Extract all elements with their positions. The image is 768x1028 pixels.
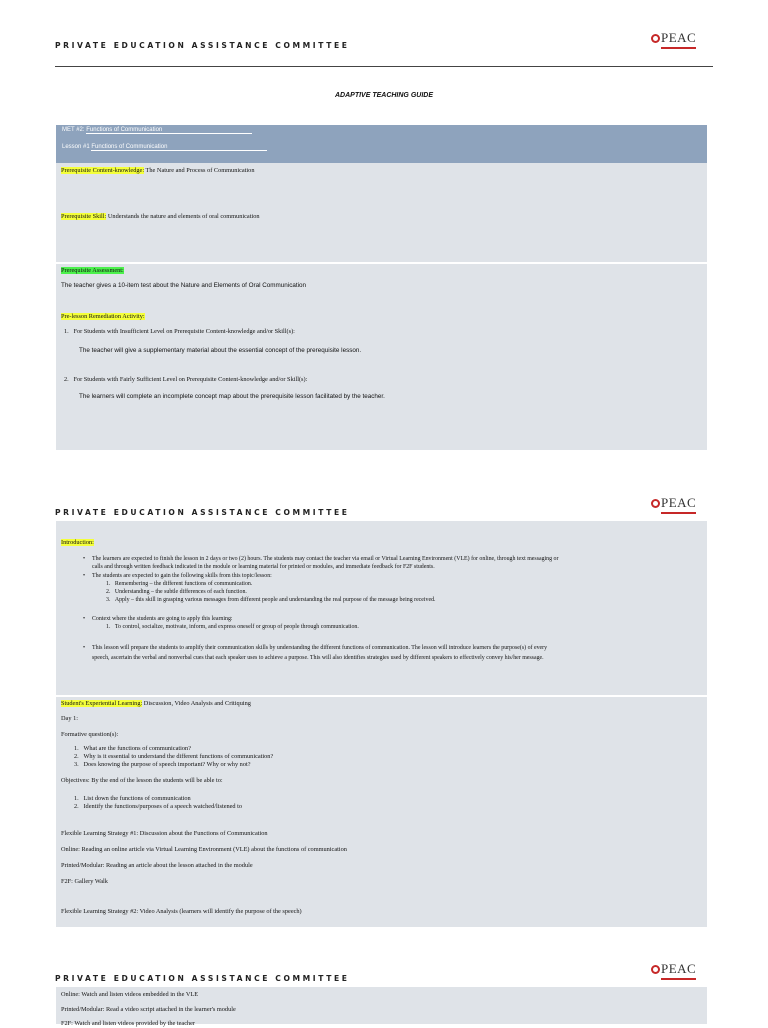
prereq-skill-value: Understands the nature and elements of oral communication	[106, 213, 260, 220]
question-2: 2. Why is it essential to understand the different functions of communication?	[74, 753, 274, 760]
document-title: ADAPTIVE TEACHING GUIDE	[334, 92, 433, 99]
introduction-heading	[61, 539, 94, 547]
prereq-content	[61, 167, 254, 175]
prereq-skill-label: Prerequisite Skill:	[61, 213, 107, 220]
skill-text: Understanding – the subtle differences of each function.	[114, 589, 247, 595]
met-lesson-band	[56, 125, 707, 163]
header-rule	[55, 66, 713, 67]
intro-bullet-1: • The learners are expected to finish the lesson in 2 days or two (2) hours. The students may contact the teacher via email or Virtual Learning Environment (VLE) for online, through text messaging or	[92, 555, 558, 563]
introduction-panel	[56, 521, 707, 695]
remediation-item-2-title	[64, 376, 307, 384]
question-text: Does knowing the purpose of speech important? Why or why not?	[83, 761, 251, 768]
item-title: For Students with Fairly Sufficient Level on Prerequisite Content-knowledge and/or Skill(s):	[73, 376, 308, 383]
prereq-skill	[61, 213, 260, 221]
strategy-1-online: Online: Reading an online article via Virtual Learning Environment (VLE) about the functions of communication	[61, 846, 347, 853]
lesson-row	[62, 144, 267, 151]
peac-logo-text: PEAC	[661, 30, 697, 45]
question-1: 1. What are the functions of communication?	[74, 745, 191, 752]
skill-1: 1. Remembering – the different functions of communication.	[106, 581, 253, 587]
peac-logo-icon	[651, 34, 660, 43]
peac-logo-text: PEAC	[661, 495, 697, 510]
remediation-item-2-text: The learners will complete an incomplete concept map about the prerequisite lesson facilitated by the teacher.	[79, 393, 385, 400]
prereq-content-value: The Nature and Process of Communication	[144, 167, 255, 174]
assessment-heading	[61, 267, 124, 275]
experiential-label: Student's Experiential Learning:	[61, 700, 143, 707]
context-1: 1. To control, socialize, motivate, inform, and express oneself or group of people through communication.	[106, 624, 359, 630]
remediation-label: Pre-lesson Remediation Activity:	[61, 313, 145, 320]
peac-logo	[651, 961, 696, 977]
strategy-1-f2f: F2F: Gallery Walk	[61, 878, 108, 885]
remediation-item-1-title	[64, 328, 295, 336]
skill-2: 2. Understanding – the subtle differences of each function.	[106, 589, 247, 595]
item-number: 2.	[64, 376, 69, 383]
item-number: 1.	[64, 328, 69, 335]
objective-text: Identify the functions/purposes of a speech watched/listened to	[83, 803, 243, 810]
met-row	[62, 127, 252, 134]
objectives-label: Objectives: By the end of the lesson the students will be able to:	[61, 777, 223, 784]
peac-logo-icon	[651, 499, 660, 508]
peac-logo	[651, 495, 696, 511]
remediation-item-1-text: The teacher will give a supplementary material about the essential concept of the prerequisite lesson.	[79, 347, 362, 354]
met-value: Functions of Communication	[86, 127, 252, 134]
prereq-content-label: Prerequisite Content-knowledge:	[61, 167, 145, 174]
intro-bullet-2: • The students are expected to gain the following skills from this topic/lesson:	[92, 572, 272, 580]
assessment-label: Prerequisite Assessment:	[61, 267, 124, 274]
committee-header: PRIVATE EDUCATION ASSISTANCE COMMITTEE	[55, 41, 350, 50]
experiential-value: Discussion, Video Analysis and Critiquing	[142, 700, 251, 707]
introduction-label: Introduction:	[61, 539, 94, 546]
strategy-2-panel	[56, 987, 707, 1027]
question-text: What are the functions of communication?	[83, 745, 191, 752]
committee-header: PRIVATE EDUCATION ASSISTANCE COMMITTEE	[55, 974, 350, 983]
peac-logo	[651, 30, 696, 46]
day-label: Day 1:	[61, 715, 78, 722]
intro-bullet-4: • This lesson will prepare the students to amplify their communication skills by understanding the different functions of communication. The lesson will introduce learners the purpose(s) of every	[92, 644, 547, 652]
skill-3: 3. Apply – this skill in grasping various messages from different people and understanding the real purpose of the message being received.	[106, 597, 436, 603]
strategy-2: Flexible Learning Strategy #2: Video Analysis (learners will identify the purpose of the speech)	[61, 908, 302, 915]
intro-bullet-4-cont: speech, ascertain the verbal and nonverbal cues that each speaker uses to achieve a purpose. This will also identifies strategies used by different speakers to effectively convey his/her message.	[92, 655, 544, 661]
lesson-label: Lesson #1	[62, 144, 90, 150]
question-3: 3. Does knowing the purpose of speech important? Why or why not?	[74, 761, 251, 768]
remediation-heading	[61, 313, 145, 321]
peac-logo-text: PEAC	[661, 961, 697, 976]
assessment-text: The teacher gives a 10-item test about the Nature and Elements of Oral Communication	[61, 282, 307, 289]
context-text: To control, socialize, motivate, inform, and express oneself or group of people through communication.	[114, 624, 359, 630]
peac-logo-icon	[651, 965, 660, 974]
intro-bullet-1-cont: calls and through written feedback indicated in the module or learning material for printed or modules, and immediate feedback for F2F students.	[92, 564, 435, 570]
objective-text: List down the functions of communication	[83, 795, 191, 802]
formative-label: Formative question(s):	[61, 731, 119, 738]
assessment-panel	[56, 264, 707, 450]
strategy-1-printed: Printed/Modular: Reading an article about the lesson attached in the module	[61, 862, 253, 869]
strategy-2-f2f: F2F: Watch and listen videos provided by the teacher	[61, 1020, 196, 1027]
objective-2: 2. Identify the functions/purposes of a speech watched/listened to	[74, 803, 243, 810]
lesson-value: Functions of Communication	[91, 144, 267, 151]
question-text: Why is it essential to understand the different functions of communication?	[83, 753, 274, 760]
strategy-2-printed: Printed/Modular: Read a video script attached in the learner's module	[61, 1006, 236, 1013]
item-title: For Students with Insufficient Level on Prerequisite Content-knowledge and/or Skill(s):	[73, 328, 295, 335]
skill-text: Remembering – the different functions of communication.	[114, 581, 253, 587]
experiential-heading	[61, 700, 251, 708]
skill-text: Apply – this skill in grasping various messages from different people and understanding the real purpose of the message being received.	[114, 597, 436, 603]
strategy-2-online: Online: Watch and listen videos embedded in the VLE	[61, 991, 199, 998]
objective-1: 1. List down the functions of communication	[74, 795, 191, 802]
intro-bullet-3: • Context where the students are going to apply this learning:	[92, 615, 233, 623]
committee-header: PRIVATE EDUCATION ASSISTANCE COMMITTEE	[55, 508, 350, 517]
strategy-1: Flexible Learning Strategy #1: Discussion about the Functions of Communication	[61, 830, 268, 837]
prerequisite-panel	[56, 163, 707, 262]
experiential-panel	[56, 697, 707, 927]
met-label: MET #2:	[62, 127, 87, 133]
